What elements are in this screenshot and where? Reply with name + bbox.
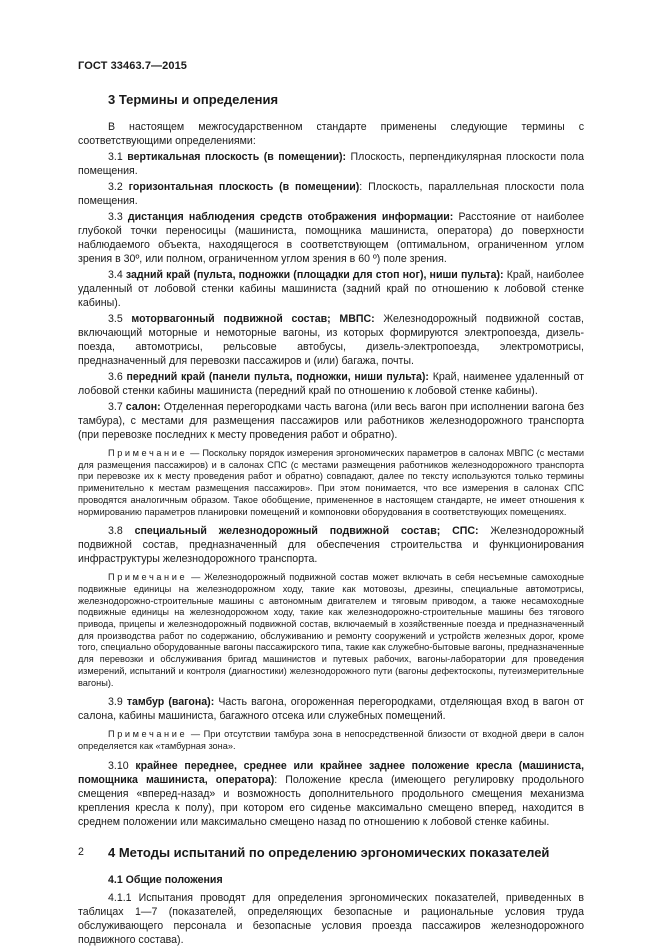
- document-header: ГОСТ 33463.7—2015: [78, 60, 188, 72]
- term-3-2: 3.2 горизонтальная плоскость (в помещении): Плоскость, параллельная плоскости пола помещения.: [78, 181, 585, 207]
- term-3-4: 3.4 задний край (пульта, подножки (площадки для стоп ног), ниши пульта): Край, наиболее удаленный от лобовой стенки кабины машиниста (задний край по отношению к лобовой стенке кабины).: [78, 269, 584, 309]
- section-3-title: 3 Термины и определения: [108, 92, 279, 107]
- paragraph-4-1-1: 4.1.1 Испытания проводят для определения эргономических показателей, приведенных в таблицах 1—7 (показателей, определяющих безопасные и рациональные условия труда обслуживающего персонала и безопасные условия проезда пассажиров железнодорожного подвижного состава).: [78, 891, 584, 946]
- section-3-intro: В настоящем межгосударственном стандарте применены следующие термины с соответствующими определениями:: [78, 121, 584, 147]
- term-3-6: 3.6 передний край (панели пульта, подножки, ниши пульта): Край, наименее удаленный от лобовой стенки кабины машиниста (передний край по отношению к лобовой стенке кабины).: [78, 371, 585, 397]
- term-3-3: 3.3 дистанция наблюдения средств отображения информации: Расстояние от наиболее глубокой точки переносицы (машиниста, помощника машиниста, оператора) до поверхности наблюдаемого объекта, находящегося в соответствующем (оптимальном, ограниченном углом зрения в 30º, или полном, ограниченном углом зрения в 60 º) поле зрения.: [78, 211, 585, 265]
- term-3-7: 3.7 салон: Отделенная перегородками часть вагона (или весь вагон при исполнении вагона без тамбура), с местами для размещения пассажиров или работников железнодорожного транспорта (при перевозке последних к месту проведения работ и обратно).: [78, 401, 585, 441]
- page-content: [78, 92, 584, 947]
- note-3-8: Примечание — Железнодорожный подвижной состав может включать в себя несъемные самоходные подвижные единицы на железнодорожном ходу, такие как мотовозы, дрезины, специальные автомотрисы, железнодорожно-строительные машины с автономным двигателем и тяговым приводом, а также несамоходные подвижные единицы на железнодорожном ходу, такие как железнодорожно-строительные машины без тягового привода, прицепы и железнодорожный подвижной состав, включаемый в хозяйственные поезда и предназначенный для производства работ по содержанию, обслуживанию и ремонту сооружений и устройств железных дорог, кроме того, специально оборудованные вагоны пассажирского типа, такие как служебно-бытовые вагоны, предназначенные для перевозки и обслуживания бригад машинистов и путевых рабочих, вагоны-лаборатории для проведения измерений, испытаний и контроля (диагностики) железнодорожного пути (вагоны дефектоскопы, путеизмерительные вагоны).: [78, 572, 584, 688]
- term-3-8: 3.8 специальный железнодорожный подвижной состав; СПС: Железнодорожный подвижной состав, предназначенный для обеспечения строительства и функционирования инфраструктуры железнодорожного транспорта.: [78, 525, 584, 566]
- term-3-10: 3.10 крайнее переднее, среднее или крайнее заднее положение кресла (машиниста, помощника машиниста, оператора): Положение кресла (имеющего регулировку продольного смещения «вперед-назад» и возможность дополнительного продольного смещения механизма крепления кресла к полу), при котором его сиденье максимально смещено вперед, находится в среднем положении или максимально смещено назад по отношению к лобовой стенке кабины.: [78, 759, 585, 828]
- page-number: 2: [78, 846, 84, 858]
- subsection-4-1-title: 4.1 Общие положения: [108, 873, 223, 886]
- note-3-9: Примечание — При отсутствии тамбура зона в непосредственной близости от входной двери в салон определяется как «тамбурная зона».: [78, 729, 584, 751]
- term-3-1: 3.1 вертикальная плоскость (в помещении): Плоскость, перпендикулярная плоскости пола помещения.: [78, 151, 585, 177]
- section-4-title: 4 Методы испытаний по определению эргономических показателей: [108, 844, 550, 860]
- term-3-5: 3.5 моторвагонный подвижной состав; МВПС: Железнодорожный подвижной состав, включающий моторные и немоторные вагоны, из которых формируются электропоезда, дизель-поезда, автомотрисы, рельсовые автобусы, дизель-электропоезда, электромотрисы, предназначенный для перевозки пассажиров и (или) багажа, почты.: [78, 313, 584, 367]
- note-3-7: Примечание — Поскольку порядок измерения эргономических параметров в салонах МВПС (с местами для размещения пассажиров) и в салонах СПС (с местами размещения работников железнодорожного транспорта при перевозке их к месту проведения работ и обратно) совпадают, далее по тексту используются только термины применительно к местам размещения пассажиров». При этом понимается, что все измерения в салонах СПС проводятся аналогичным образом. Такое обобщение, примененное в настоящем стандарте, не имеет отношения к нормированию параметров планировки помещений и компоновки оборудования в соответствующих помещениях.: [78, 448, 584, 517]
- term-3-9: 3.9 тамбур (вагона): Часть вагона, огороженная перегородками, отделяющая вход в вагон от салона, кабины машиниста, багажного отсека или служебных помещений.: [78, 696, 585, 723]
